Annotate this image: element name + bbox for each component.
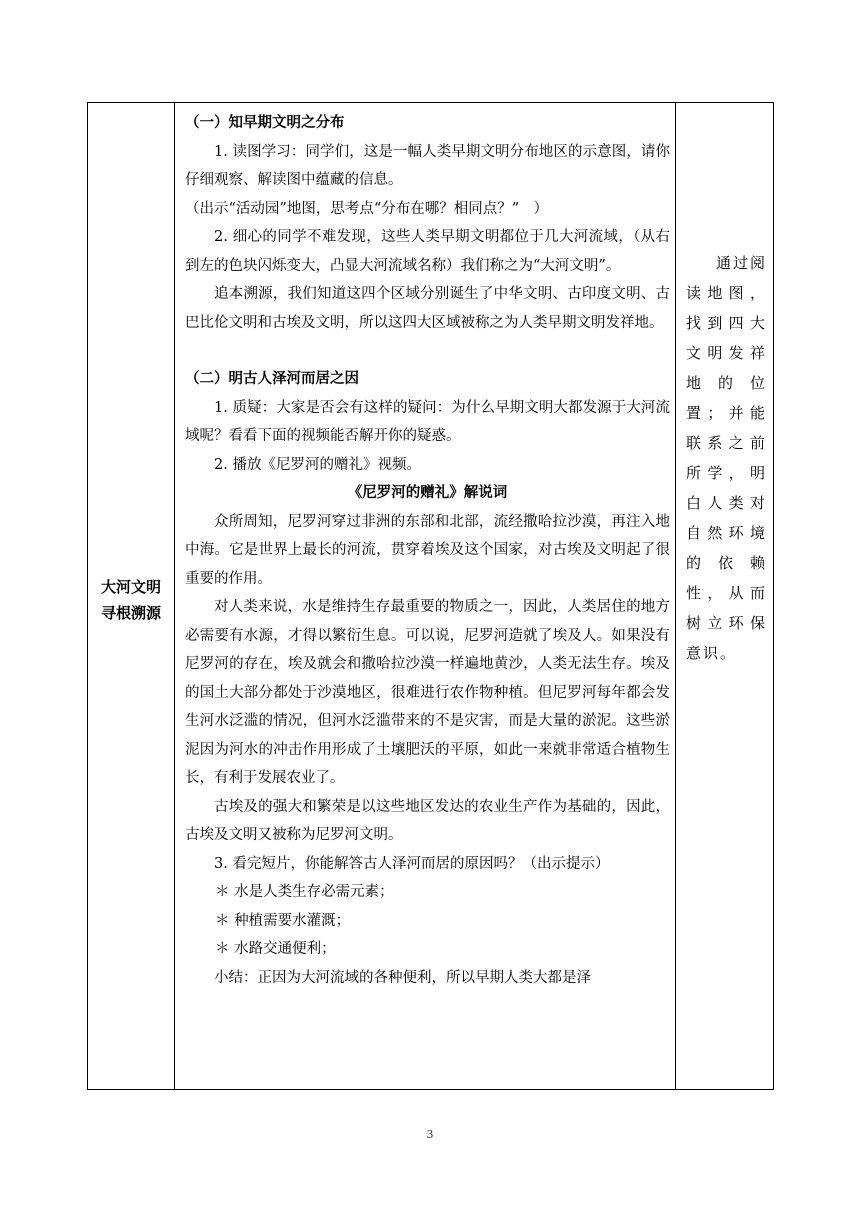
section2-paragraph-1: 1. 质疑：大家是否会有这样的疑问：为什么早期文明大都发源于大河流域呢？看看下面的视频能否解开你的疑惑。 <box>185 399 670 444</box>
design-intent-cell <box>676 103 774 1090</box>
section1-paragraph-2: （出示“活动园”地图，思考点“分布在哪？相同点？” ） <box>185 200 549 217</box>
section1-heading: （一）知早期文明之分布 <box>185 115 345 131</box>
hint-bullet-2: ＊ 种植需要水灌溉； <box>215 912 351 929</box>
table-row <box>88 103 774 1090</box>
lesson-plan-table <box>87 102 774 1090</box>
section2-paragraph-3: 3. 看完短片，你能解答古人泽河而居的原因吗？（出示提示） <box>214 855 610 872</box>
stage-title-line2: 寻根溯源 <box>100 604 161 622</box>
stage-title-line1: 大河文明 <box>100 578 161 596</box>
hint-bullet-1: ＊ 水是人类生存必需元素； <box>215 884 394 900</box>
video-script-paragraph-3: 古埃及的强大和繁荣是以这些地区发达的农业生产作为基础的，因此，古埃及文明又被称为尼罗河文明。 <box>185 798 670 843</box>
page-number: 3 <box>426 1128 434 1141</box>
section1-paragraph-3: 2. 细心的同学不难发现，这些人类早期文明都位于几大河流域，（从右到左的色块闪烁变大，凸显大河流域名称）我们称之为“大河文明”。 <box>185 229 670 274</box>
summary-line: 小结：正因为大河流域的各种便利，所以早期人类大都是泽 <box>214 969 591 986</box>
stage-title <box>88 574 174 626</box>
video-script-title: 《尼罗河的赠礼》解说词 <box>347 485 508 501</box>
hint-bullet-3: ＊ 水路交通便利； <box>215 941 336 957</box>
design-intent-text: 通过阅读地图，找到四大文明发祥地的位置；并能联系之前所学，明白人类对自然环境的依赖性，从而树立环保意识。 <box>686 254 768 662</box>
video-script-paragraph-1: 众所周知，尼罗河穿过非洲的东部和北部，流经撒哈拉沙漠，再注入地中海。它是世界上最长的河流，贯穿着埃及这个国家，对古埃及文明起了很重要的作用。 <box>185 513 670 587</box>
video-script-paragraph-2: 对人类来说，水是维持生存最重要的物质之一，因此，人类居住的地方必需要有水源，才得以繁衍生息。可以说，尼罗河造就了埃及人。如果没有尼罗河的存在，埃及就会和撒哈拉沙漠一样遍地黄沙，人类无法生存。埃及的国土大部分都处于沙漠地区，很难进行农作物种植。但尼罗河每年都会发生河水泛滥的情况，但河水泛滥带来的不是灾害，而是大量的淤泥。这些淤泥因为河水的冲击作用形成了土壤肥沃的平原，如此一来就非常适合植物生长，有利于发展农业了。 <box>185 599 670 786</box>
section1-paragraph-1: 1. 读图学习：同学们，这是一幅人类早期文明分布地区的示意图，请你仔细观察、解读图中蕴藏的信息。 <box>185 143 670 188</box>
teaching-process-cell <box>175 103 676 1090</box>
section-spacer <box>185 337 670 365</box>
section2-heading: （二）明古人泽河而居之因 <box>185 371 359 387</box>
section1-paragraph-4: 追本溯源，我们知道这四个区域分别诞生了中华文明、古印度文明、古巴比伦文明和古埃及文明，所以这四大区域被称之为人类早期文明发祥地。 <box>185 286 670 331</box>
stage-title-cell <box>88 103 175 1090</box>
section2-paragraph-2: 2. 播放《尼罗河的赠礼》视频。 <box>214 456 421 473</box>
